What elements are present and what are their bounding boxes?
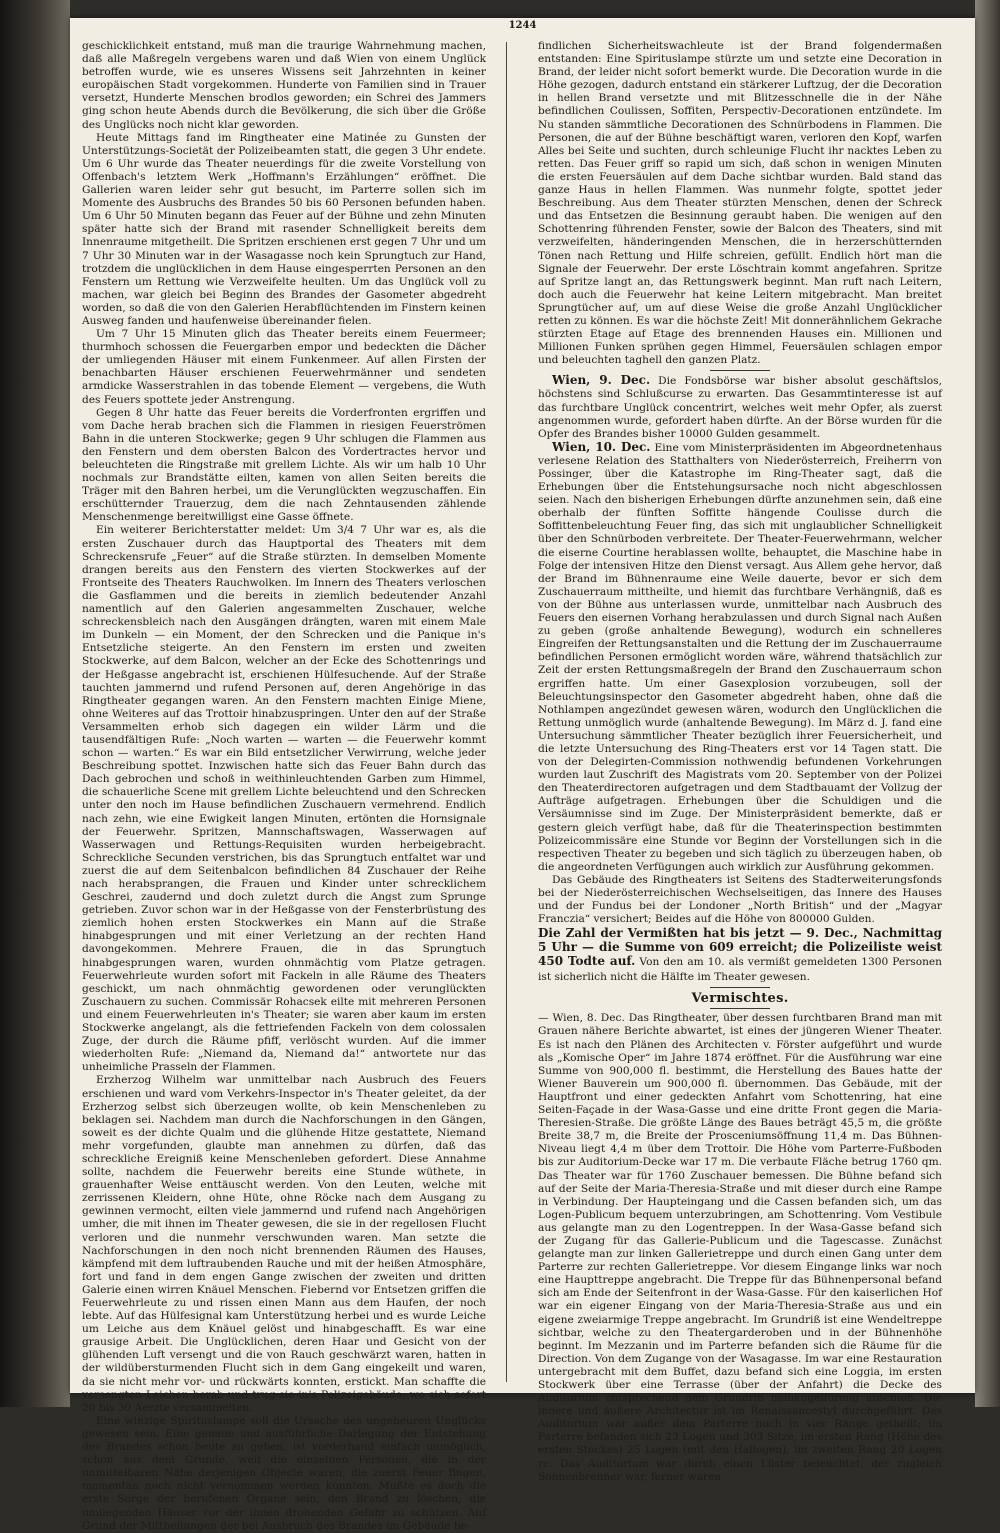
dateline: Wien, 10. Dec.	[552, 439, 651, 454]
casualty-notice-tail: Von den am 10. als vermißt gemeldeten 1300 Personen ist sicherlich nicht die Hälfte im Theater gewesen.	[538, 956, 942, 984]
paragraph-text: Eine winzige Spirituslampe soll die Ursache des ungeheuren Unglücks gewesen sein. Eine genaue und ausführliche Darlegung der Entstehung des Brandes schon heute zu geben, ist vorderhand einfach unmöglich, schon aus dem Grunde, weil die einzelnen Personen, die in der unmittelbaren Nähe derjenigen Objecte waren, die zuerst Feuer fingen, momentan noch nicht vernommen werden konnten. Mußte es doch die erste Sorge der berufenen Organe sein, den Brand zu löschen, die umliegenden Häuser vor der ihnen drohenden Gefahr zu schützen. Auf Grund der Mittheilungen der bei Ausbruch des Brandes im Gebäude be-	[82, 1414, 486, 1532]
separator-rule	[710, 370, 770, 371]
paragraph-text: geschicklichkeit entstand, muß man die traurige Wahrnehmung machen, daß alle Maßregeln vergebens waren und daß Wien von einem Unglück betroffen wurde, wie es unseres Wissens seit Jahrzehnten in keiner europäischen Stadt vorgekommen. Hunderte von Familien sind in Trauer versetzt, Hunderte Menschen brodlos geworden; ein Schrei des Jammers ging schon heute Abends durch die Bevölkerung, die sich über die Größe des Unglücks noch nicht klar geworden.	[82, 40, 486, 131]
paragraph-text: Um 7 Uhr 15 Minuten glich das Theater bereits einem Feuermeer; thurmhoch schossen die Feuergarben empor und bedeckten die Dächer der umliegenden Häuser mit einem Funkenmeer. Auf allen Firsten der benachbarten Häuser erschienen Feuerwehrmänner und sendeten armdicke Wasserstrahlen in das tobende Element — vergebens, die Wuth des Feuers spottete jeder Anstrengung.	[82, 328, 486, 406]
dispatch-paragraph	[538, 374, 942, 440]
paragraph-text: Gegen 8 Uhr hatte das Feuer bereits die Vorderfronten ergriffen und vom Dache herab brachen sich die Flammen in riesigen Feuerströmen Bahn in die unteren Stockwerke; gegen 9 Uhr schlugen die Flammen aus den Fenstern und dem obersten Balcon des Vordertractes hervor und beleuchteten die Ringstraße mit grellem Lichte. Als wir um halb 10 Uhr nochmals zur Brandstätte eilten, kamen von allen Seiten bereits die Träger mit den Bahren herbei, um die Verunglückten wegzuschaffen. Ein erschütternder Trauerzug, dem die nach Zehntausenden zählende Menschenmenge bereitwilligst eine Gasse öffnete.	[82, 406, 486, 524]
section-title-vermischtes: Vermischtes.	[691, 991, 789, 1007]
dispatch-text: Eine vom Ministerpräsidenten im Abgeordnetenhaus verlesene Relation des Statthalters von Niederösterreich, Freiherrn von Possinger, über die Katastrophe im Ring-Theater sagt, daß die Erhebungen über die Entstehungsursache noch nicht abgeschlossen seien. Nach den bisherigen Erhebungen dürfte anzunehmen sein, daß eine oberhalb der fünften Soffitte hängende Coulisse durch die Soffittenbeleuchtung Feuer fing, das sich mit unglaublicher Schnelligkeit über den Schnürboden verbreitete. Der Theater-Feuerwehrmann, welcher die eiserne Courtine herablassen wollte, behauptet, die Maschine habe in Folge der intensiven Hitze den Dienst versagt. Aus Allem gehe hervor, daß der Brand im Bühnenraume eine Weile dauerte, bevor er sich dem Zuschauerraum mittheilte, und hiemit das furchtbare Verhängniß, daß es von der Bühne aus unterlassen wurde, unmittelbar nach Ausbruch des Feuers den eisernen Vorhang herabzulassen und durch Signal nach Außen zu geben (große anhaltende Bewegung), wodurch ein schnelleres Eingreifen der Rettungsanstalten und die Rettung der im Zuschauerraume befindlichen Personen ermöglicht worden wäre, während thatsächlich zur Zeit der ersten Rettungsmaßregeln der Brand den Zuschauerraum schon ergriffen hatte. Um einer Gasexplosion vorzubeugen, soll der Beleuchtungsinspector den Gasometer abgedreht haben, ohne daß die Nothlampen angezündet gewesen wären, wodurch den Unglücklichen die Rettung unmöglich wurde (anhaltende Bewegung). Im März d. J. fand eine Untersuchung sämmtlicher Theater bezüglich ihrer Feuersicherheit, und die letzte Untersuchung des Ring-Theaters erst vor 14 Tagen statt. Die von der Delegirten-Commission nothwendig befundenen Vorkehrungen wurden laut Zuschrift des Magistrats vom 20. September von der Polizei den Theaterdirectoren aufgetragen und dem Stadtbauamt der Vollzug der Aufträge aufgetragen. Erhebungen über die Schuldigen und die Versäumnisse sind im Zuge. Der Ministerpräsident bemerkte, daß er gestern gleich verfügt habe, daß für die Theaterinspection bestimmten Polizeicommissäre eine Stunde vor Beginn der Vorstellungen sich in die respectiven Theater zu begeben und sich täglich zu überzeugen haben, ob die angeordneten Verfügungen auch wirklich zur Ausführung gekommen.	[538, 441, 942, 873]
paragraph-text: — Wien, 8. Dec. Das Ringtheater, über dessen furchtbaren Brand man mit Grauen nähere Berichte abwartet, ist eines der jüngeren Wiener Theater. Es ist nach den Plänen des Architecten v. Förster aufgeführt und wurde als „Komische Oper“ im Jahre 1874 eröffnet. Für die Ausführung war eine Summe von 900,000 fl. bestimmt, die Herstellung des Baues hatte der Wiener Bauverein um 900,000 fl. übernommen. Das Gebäude, mit der Hauptfront und einer gedeckten Anfahrt vom Schottenring, hat eine Seiten-Façade in der Wasa-Gasse und eine dritte Front gegen die Maria-Theresien-Straße. Die größte Länge des Baues beträgt 45,5 m, die größte Breite 38,7 m, die Breite der Prosceniumsöffnung 11,4 m. Das Bühnen-Niveau liegt 4,4 m über dem Trottoir. Die Höhe vom Parterre-Fußboden bis zur Auditorium-Decke war 17 m. Die verbaute Fläche betrug 1760 qm. Das Theater war für 1760 Zuschauer bemessen. Die Bühne befand sich auf der Seite der Maria-Theresia-Straße und mit dieser durch eine Rampe in Verbindung. Der Haupteingang und die Cassen befanden sich, um das Logen-Publicum bequem unterzubringen, am Schottenring. Vom Vestibule aus gelangte man zu den Logentreppen. In der Wasa-Gasse befand sich der Zugang für das Gallerie-Publicum und die Tagescasse. Zunächst gelangte man zur linken Gallerietreppe und durch einen Gang unter dem Parterre zur rechten Gallerietreppe. Vor diesem Eingange links war noch eine Haupttreppe angebracht. Die Treppe für das Bühnenpersonal befand sich am Ende der Seitenfront in der Wasa-Gasse. Für den kaiserlichen Hof war ein eigener Eingang von der Maria-Theresia-Straße aus und ein eigene zweiarmige Treppe angebracht. Im Grundriß ist eine Wendeltreppe sichtbar, welche zu den Theatergarderoben und in der Bühnenhöhe beginnt. Im Mezzanin und im Parterre befanden sich die Räume für die Direction. Von dem Zugange von der Wasagasse. Im war eine Restauration untergebracht mit dem Buffet, dazu befand sich eine Loggia, im ersten Stockwerk über eine Terrasse (über der Anfahrt) die Decke des Auditorium entsprechend dem Grundriß halbkugelförmig abschloß. Die innere und äußere Architectur ist im Renaissancestyl durchgeführt. Das Auditorium war außer dem Parterre noch in vier Ränge getheilt; im Parterre befanden sich 23 Logen und 303 Sitze, im ersten Rang (Höhe des ersten Stockes) 25 Logen (mit den Hallogen), im zweiten Rang 20 Logen rc. Das Auditorium war durch einen Lüster beleuchtet, der zugleich Sonnenbrenner war, ferner waren	[538, 1012, 942, 1483]
separator-rule	[710, 987, 770, 988]
separator-rule	[710, 1008, 770, 1009]
paragraph-text: Erzherzog Wilhelm war unmittelbar nach Ausbruch des Feuers erschienen und ward vom Verkehrs-Inspector in's Theater geleitet, da der Erzherzog selbst sich überzeugen wollte, ob kein Menschenleben zu beklagen sei. Nachdem man durch die Nachforschungen in den Gängen, soweit es der dichte Qualm und die glühende Hitze gestattete, Niemand mehr vorgefunden, glaubte man annehmen zu dürfen, daß das schreckliche Ereigniß keine Menschenleben gefordert. Diese Annahme sollte, nachdem die Feuerwehr bereits eine Stunde wüthete, in grauenhafter Weise enttäuscht werden. Von den Leuten, welche mit zerrissenen Kleidern, ohne Hüte, ohne Röcke nach dem Ausgang zu gewinnen vermocht, eilten viele jammernd und rufend nach Angehörigen umher, die mit ihnen im Theater gewesen, die sie in der regellosen Flucht verloren und die nunmehr verschwunden waren. Man setzte die Nachforschungen in den noch nicht brennenden Räumen des Hauses, kämpfend mit dem luftraubenden Rauche und mit der heißen Atmosphäre, fort und fand in dem engen Gange zwischen der zweiten und dritten Galerie einen wirren Knäuel Menschen. Fiebernd vor Entsetzen griffen die Feuerwehrleute zu und rissen einen Mann aus dem Haufen, der noch lebte. Auf das Hülfesignal kam Unterstützung herbei und es wurde Leiche um Leiche aus dem Knäuel gelöst und hinabgeschafft. Es war eine grausige Arbeit. Die Unglücklichen, deren Haar und Gesicht von der glühenden Luft versengt und die von Rauch geschwärzt waren, hatten in der wildübersturmenden Flucht sich in dem Gang eingekeilt und waren, da sie nicht mehr vor- und rückwärts konnten, erstickt. Man schaffte die versengten Leichen herab und trug sie in's Polizeigebäude, wo sich sofort 20 bis 30 Aerzte versammelten.	[82, 1074, 486, 1414]
dispatch-paragraph	[538, 874, 942, 926]
left-column	[82, 40, 486, 1532]
page-number: 1244	[508, 20, 537, 31]
dispatch-text: Das Gebäude des Ringtheaters ist Seitens des Stadterweiterungsfonds bei der Niederösterreichischen Wechselseitigen, das Innere des Hauses und der Fundus bei der Londoner „North British“ und der „Magyar Franczia“ versichert; Beides auf die Höhe von 800000 Gulden.	[538, 873, 942, 926]
column-divider	[506, 42, 507, 1382]
vermischtes-section	[538, 1012, 942, 1483]
right-column-fire-report	[538, 40, 942, 367]
article-paragraph	[82, 1415, 486, 1533]
article-paragraph	[82, 524, 486, 1074]
article-paragraph	[82, 40, 486, 132]
right-column-dispatches	[538, 374, 942, 926]
article-paragraph	[538, 1012, 942, 1483]
article-paragraph	[82, 1074, 486, 1414]
dispatch-paragraph	[538, 441, 942, 874]
article-paragraph	[82, 328, 486, 407]
paragraph-text: findlichen Sicherheitswachleute ist der Brand folgendermaßen entstanden: Eine Spirituslampe stürzte um und setzte eine Decoration in Brand, der leider nicht sofort bemerkt wurde. Die Decoration wurde in die Höhe gezogen, dadurch entstand ein stärkerer Luftzug, der die Decoration in hellen Brand versetzte und mit Blitzesschnelle die in der Nähe befindlichen Coulissen, Soffiten, Perspectiv-Decorationen entzündete. Im Nu standen sämmtliche Decorationen des Schnürbodens in Flammen. Die Personen, die auf der Bühne beschäftigt waren, verloren den Kopf, warfen Alles bei Seite und suchten, durch schleunige Flucht ihr nacktes Leben zu retten. Das Feuer griff so rapid um sich, daß schon in wenigen Minuten die ersten Feuersäulen auf dem Dache sichtbar wurden. Bald stand das ganze Haus in hellen Flammen. Was nunmehr folgte, spottet jeder Beschreibung. Aus dem Theater stürzten Menschen, denen der Schreck und das Entsetzen die Besinnung geraubt haben. Die wenigen auf den Schottenring führenden Fenster, sowie der Balcon des Theaters, sind mit verzweifelten, händeringenden Menschen, die in herzerschütternden Tönen nach Rettung und Hilfe schreien, gefüllt. Endlich hört man die Signale der Feuerwehr. Der erste Löschtrain kommt angefahren. Spritze auf Spritze langt an, das Rettungswerk beginnt. Man ruft nach Leitern, doch auch die Feuerwehr hat keine Leitern mitgebracht. Man breitet Sprungtücher auf, um auf diese Weise die große Anzahl Unglücklicher retten zu können. Es war die höchste Zeit! Mit donnerähnlichem Gekrache stürzten Etage auf Etage des brennenden Hauses ein. Millionen und Millionen Funken sprühen gegen Himmel, Feuersäulen schlagen empor und beleuchten taghell den ganzen Platz.	[538, 40, 942, 367]
casualty-notice-bold: Die Zahl der Vermißten hat bis jetzt — 9. Dec., Nachmittag 5 Uhr — die Summe von 609 erreicht; die Polizeiliste weist 450 Todte auf.	[538, 926, 942, 969]
paragraph-text: Ein weiterer Berichterstatter meldet: Um 3/4 7 Uhr war es, als die ersten Zuschauer durch das Hauptportal des Theaters mit dem Schreckensrufe „Feuer“ auf die Straße stürzten. In demselben Momente drangen bereits aus den Fenstern des vierten Stockwerkes auf der Frontseite des Theaters Rauchwolken. Im Innern des Theaters verloschen die Gasflammen und die bereits in ziemlich bedeutender Anzahl namentlich auf den Galerien angesammelten Zuschauer, welche schreckensbleich nach den Ausgängen drängten, waren mit einem Male im Dunkeln — ein Moment, der den Schrecken und die Panique in's Entsetzliche steigerte. An den Fenstern im ersten und zweiten Stockwerke, auf dem Balcon, welcher an der Ecke des Schottenrings und der Heßgasse angebracht ist, erschienen Hülfesuchende. Auf der Straße tauchten jammernd und rufend Personen auf, deren Angehörige in das Ringtheater gegangen waren. An den Fenstern machten Einige Miene, ohne Weiteres auf das Trottoir hinabzuspringen. Unter den auf der Straße Versammelten erhob sich dagegen ein wilder Lärm und die tausendfältigen Rufe: „Noch warten — warten — die Feuerwehr kommt schon — warten.“ Es war ein Bild entsetzlicher Verwirrung, welche jeder Beschreibung spottet. Inzwischen hatte sich das Feuer Bahn durch das Dach gebrochen und schoß in weithinleuchtenden Garben zum Himmel, die schauerliche Scene mit grellem Lichte beleuchtend und den Schrecken unter den noch im Hause befindlichen Zuschauern vermehrend. Endlich nach zehn, wie eine Ewigkeit langen Minuten, ertönten die Hornsignale der Feuerwehr. Spritzen, Mannschaftswagen, Wasserwagen auf Wasserwagen und Rettungs-Requisiten wurden herbeigebracht. Schreckliche Secunden verstrichen, bis das Sprungtuch entfaltet war und zuerst die auf dem Seitenbalcon befindlichen 84 Zuschauer der Reihe nach herabsprangen, die Frauen und Kinder unter schrecklichem Geschrei, zaudernd und doch zuletzt durch die Angst zum Sprunge getrieben. Zuvor schon war in der Heßgasse von der Fensterbrüstung des ziemlich hohen ersten Stockwerkes ein Mann auf die Straße hinabgesprungen und mit einer Verletzung an der rechten Hand davongekommen. Mehrere Frauen, die in das Sprungtuch hinabgesprungen waren, wurden ohnmächtig vom Platze getragen. Feuerwehrleute wurden sofort mit Fackeln in alle Räume des Theaters geschickt, um nach ohnmächtig gewordenen oder verunglückten Zuschauern zu suchen. Commissär Rohacsek eilte mit mehreren Personen und einem Feuerwehrleuten in's Theater; sie waren aber kaum im ersten Stockwerke angelangt, als die fettriefenden Fackeln von dem colossalen Zuge, der durch die Räume pfiff, verlöscht wurden. Auf die immer wiederholten Rufe: „Niemand da, Niemand da!“ antwortete nur das unheimliche Prasseln der Flammen.	[82, 524, 486, 1074]
paragraph-text: Heute Mittags fand im Ringtheater eine Matinée zu Gunsten der Unterstützungs-Societät der Polizeibeamten statt, die gegen 3 Uhr endete. Um 6 Uhr wurde das Theater neuerdings für die zweite Vorstellung von Offenbach's letztem Werk „Hoffmann's Erzählungen“ eröffnet. Die Gallerien waren leider sehr gut besucht, im Parterre sollen sich im Momente des Ausbruchs des Brandes 50 bis 60 Personen befunden haben. Um 6 Uhr 50 Minuten begann das Feuer auf der Bühne und zehn Minuten später hatte sich der Brand mit rasender Schnelligkeit bereits dem Innenraume mitgetheilt. Die Spritzen erschienen erst gegen 7 Uhr und um 7 Uhr 30 Minuten war in der Wasagasse noch kein Sprungtuch zur Hand, trotzdem die unglücklichen in dem Hause eingesperrten Personen an den Fenstern um Rettung wie Verzweifelte heulten. Um das Unglück voll zu machen, war gleich bei Beginn des Brandes der Gasometer abgedreht worden, so daß die von den Galerien Herabflüchtenden im Finstern keinen Ausweg fanden und haufenweise übereinander fielen.	[82, 131, 486, 327]
dispatch-text: Die Fondsbörse war bisher absolut geschäftslos, höchstens sind Schlußcurse zu erwarten. Das Gesammtinteresse ist auf das furchtbare Unglück concentrirt, welches weit mehr Opfer, als zuerst angenommen wurde, gefordert haben dürfte. An der Börse wurden für die Opfer des Brandes bisher 10000 Gulden gesammelt.	[538, 375, 942, 440]
dateline: Wien, 9. Dec.	[552, 373, 651, 388]
article-paragraph	[82, 132, 486, 328]
right-column	[538, 40, 942, 1483]
article-paragraph	[538, 40, 942, 367]
newspaper-page	[70, 18, 975, 1532]
casualty-notice	[538, 926, 942, 984]
article-paragraph	[82, 407, 486, 525]
scan-left-margin	[0, 0, 70, 1407]
scan-right-margin	[975, 0, 1000, 1407]
